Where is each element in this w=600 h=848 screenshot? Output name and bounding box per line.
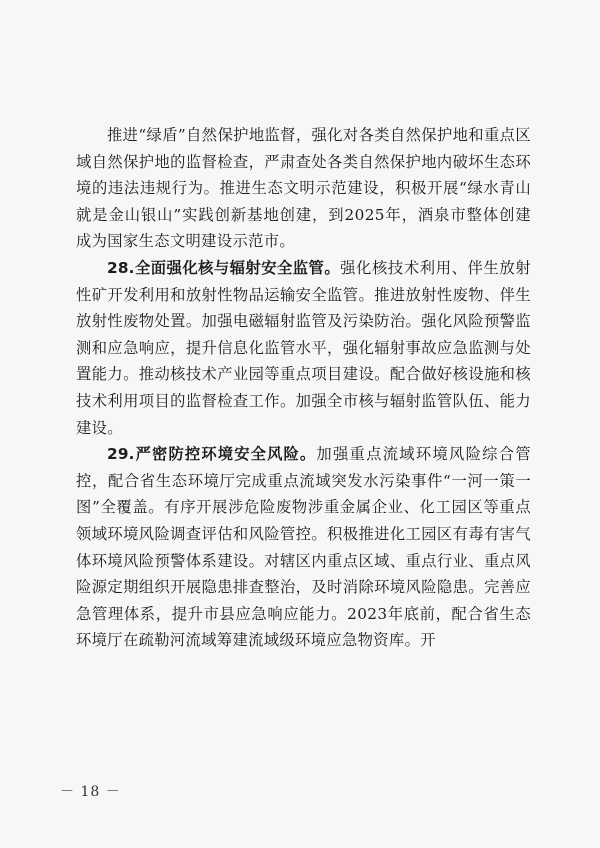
section-28-heading: 28.全面强化核与辐射安全监管。 [107,258,341,277]
section-29-heading: 29.严密防控环境安全风险。 [107,445,317,464]
section-29-body: 加强重点流域环境风险综合管控，配合省生态环境厅完成重点流域突发水污染事件“一河一策一图”全覆盖。有序开展涉危险废物涉重金属企业、化工园区等重点领域环境风险调查评估和风险管控。积极推进化工园区有毒有害气体环境风险预警体系建设。对辖区内重点区域、重点行业、重点风险源定期组织开展隐患排查整治，及时消除环境风险隐患。完善应急管理体系，提升市县应急响应能力。2023年底前，配合省生态环境厅在疏勒河流域筹建流域级环境应急物资库。开 [76,445,531,650]
section-28-paragraph [76,255,531,441]
page-number: － 18 － [60,784,121,800]
paragraph-continuation: 推进“绿盾”自然保护地监督，强化对各类自然保护地和重点区域自然保护地的监督检查，严肃查处各类自然保护地内破坏生态环境的违法违规行为。推进生态文明示范建设，积极开展“绿水青山就是金山银山”实践创新基地创建，到2025年，酒泉市整体创建成为国家生态文明建设示范市。 [76,126,531,251]
section-29-paragraph [76,441,531,654]
section-28-body: 强化核技术利用、伴生放射性矿开发利用和放射性物品运输安全监管。推进放射性废物、伴生放射性废物处置。加强电磁辐射监管及污染防治。强化风险预警监测和应急响应，提升信息化监管水平，强化辐射事故应急监测与处置能力。推动核技术产业园等重点项目建设。配合做好核设施和核技术利用项目的监督检查工作。加强全市核与辐射监管队伍、能力建设。 [76,258,531,437]
document-body [76,122,531,654]
